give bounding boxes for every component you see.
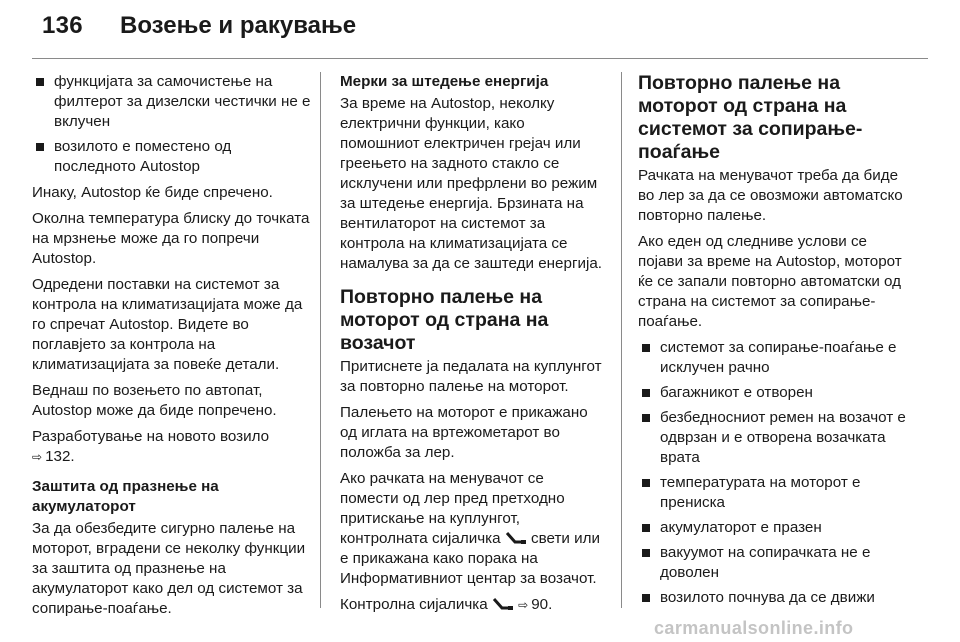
paragraph: Притиснете ја педалата на куплунгот за повторно палење на моторот. xyxy=(340,358,602,395)
paragraph: За да обезбедите сигурно палење на моторот, вградени се неколку функции за заштита од празнење на акумулаторот како дел од системот за сопирање-поаѓање. xyxy=(32,520,306,617)
square-bullet-icon xyxy=(36,78,44,86)
paragraph: За време на Autostop, неколку електрични функции, како помошниот електричен грејач или греењето на задното стакло се исклучени или префрлени во режим за штедење енергија. Брзината на вентилаторот на системот за контрола на климатизацијата се намалува за да се заштеди енергија. xyxy=(340,95,603,272)
column-1 xyxy=(32,72,316,625)
paragraph: Ако рачката на менувачот се помести од лер пред претходно притискање на куплунгот, контролната сијаличка свети или е прикажана како порака на Информативниот центар за возачот. xyxy=(340,470,600,587)
paragraph: Контролна сијаличка ⇨ 90. xyxy=(340,596,553,613)
column-2 xyxy=(340,72,606,621)
section-heading: Повторно палење на моторот од страна на системот за сопирање-поаѓање xyxy=(638,72,863,163)
list-item: функцијата за самочистење на филтерот за дизелски честички не е вклучен xyxy=(32,72,316,132)
page-reference-link[interactable]: 90. xyxy=(531,596,553,613)
list-item: вакуумот на сопирачката не е доволен xyxy=(638,543,906,583)
square-bullet-icon xyxy=(642,344,650,352)
square-bullet-icon xyxy=(642,524,650,532)
paragraph: Одредени поставки на системот за контрола на климатизацијата може да го спречат Autostop. Видете во поглавјето за контрола на климатизацијата за повеќе детали. xyxy=(32,276,303,373)
page-reference-link[interactable]: 132. xyxy=(45,448,75,465)
paragraph: Палењето на моторот е прикажано од иглата на вртежометарот во положба за лер. xyxy=(340,404,588,461)
bullet-list xyxy=(638,338,906,608)
square-bullet-icon xyxy=(642,594,650,602)
reference-arrow-icon[interactable]: ⇨ xyxy=(518,598,529,612)
square-bullet-icon xyxy=(36,143,44,151)
paragraph: Ако еден од следниве услови се појави за време на Autostop, моторот ќе се запали повторно автоматски од страна на системот за сопирање-поаѓање. xyxy=(638,233,902,330)
square-bullet-icon xyxy=(642,414,650,422)
clutch-warning-icon xyxy=(505,531,527,545)
list-item: акумулаторот е празен xyxy=(638,518,906,538)
square-bullet-icon xyxy=(642,389,650,397)
watermark: carmanualsonline.info xyxy=(654,618,854,638)
clutch-warning-icon xyxy=(492,597,514,611)
paragraph-text: Разработување на новото возило xyxy=(32,428,270,445)
list-item: безбедносниот ремен на возачот е одврзан и е отворена возачката врата xyxy=(638,408,906,468)
section-heading: Повторно палење на моторот од страна на возачот xyxy=(340,286,549,354)
header-rule xyxy=(32,58,928,59)
reference-arrow-icon[interactable]: ⇨ xyxy=(32,450,43,464)
paragraph xyxy=(32,427,316,467)
list-item: системот за сопирање-поаѓање е исклучен рачно xyxy=(638,338,906,378)
square-bullet-icon xyxy=(642,479,650,487)
column-3 xyxy=(638,72,906,614)
list-item: багажникот е отворен xyxy=(638,383,906,403)
section-heading: Мерки за штедење енергија xyxy=(340,73,549,90)
square-bullet-icon xyxy=(642,549,650,557)
page-title: Возење и ракување xyxy=(120,12,357,39)
paragraph: Рачката на менувачот треба да биде во лер за да се овозможи автоматско повторно палење. xyxy=(638,167,903,224)
bullet-list xyxy=(32,72,316,177)
paragraph: Околна температура блиску до точката на мрзнење може да го попречи Autostop. xyxy=(32,210,310,267)
column-divider xyxy=(621,72,622,608)
list-item: возилото почнува да се движи xyxy=(638,588,906,608)
page-header xyxy=(0,0,960,62)
page-number: 136 xyxy=(42,12,83,39)
paragraph: Веднаш по возењето по автопат, Autostop може да биде попречено. xyxy=(32,382,277,419)
paragraph: Инаку, Autostop ќе биде спречено. xyxy=(32,184,273,201)
section-heading: Заштита од празнење на акумулаторот xyxy=(32,478,219,515)
list-item: температурата на моторот е прениска xyxy=(638,473,906,513)
column-divider xyxy=(320,72,321,608)
list-item: возилото е поместено од последното Autostop xyxy=(32,137,316,177)
